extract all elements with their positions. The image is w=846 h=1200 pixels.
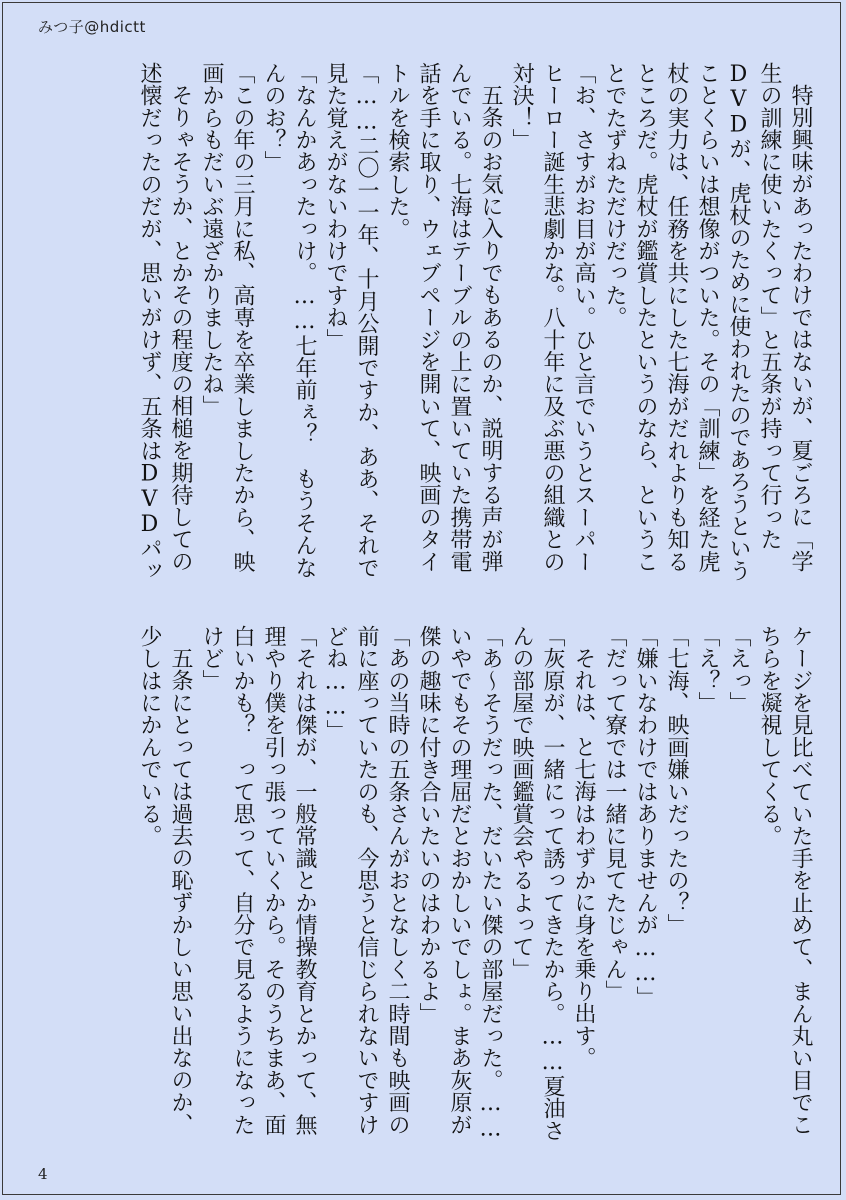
paragraph: 「灰原が、一緒にって誘ってきたから。……夏油さんの部屋で映画鑑賞会やるよって」 xyxy=(509,625,565,1142)
text-block-upper xyxy=(30,62,816,582)
paragraph: 五条のお気に入りでもあるのか、説明する声が弾んでいる。七海はテーブルの上に置いていた携帯電話を手に取り、ウェブページを開いて、映画のタイトルを検索した。 xyxy=(385,62,503,573)
paragraph: 「この年の三月に私、高専を卒業しましたから、映画からもだいぶ遠ざかりましたね」 xyxy=(199,62,255,573)
paragraph: 「七海、映画嫌いだったの？」 xyxy=(664,625,689,936)
text-block-lower xyxy=(30,625,816,1145)
paragraph: 「嫌いなわけではありませんが……」 xyxy=(633,625,658,1009)
paragraph: 五条にとっては過去の恥ずかしい思い出なのか、少しはにかんでいる。 xyxy=(137,625,193,1136)
paragraph: 「……二〇一一年、十月公開ですか、ああ、それで見た覚えがないわけですね」 xyxy=(323,62,379,579)
paragraph: 「それは傑が、一般常識とか情操教育とかって、無理やり僕を引っ張っていくから。そのうちまあ、面白いかも？ って思って、自分で見るようになったけど」 xyxy=(199,625,317,1136)
paragraph: 「えっ」 xyxy=(726,625,751,714)
paragraph: 「だって寮では一緒に見てたじゃん」 xyxy=(602,625,627,1003)
paragraph: 「え？」 xyxy=(695,625,720,714)
paragraph: 「お、さすがお目が高い。ひと言でいうとスーパーヒーロー誕生悲劇かな。八十年に及ぶ悪の組織との対決！」 xyxy=(509,62,596,573)
paragraph: 特別興味があったわけではないが、夏ごろに「学生の訓練に使いたくって」と五条が持って行ったDVDが、虎杖のために使われたのであろうということくらいは想像がついた。その「訓練」を経た虎杖の実力は、任務を共にした七海がだれよりも知るところだ。虎杖が鑑賞したというのなら、ということでたずねただけだった。 xyxy=(602,62,813,582)
paragraph: 「あ～そうだった、だいたい傑の部屋だった。……いやでもその理屈だとおかしいでしょ。まあ灰原が傑の趣味に付き合いたいのはわかるよ」 xyxy=(416,625,503,1142)
paragraph: それは、と七海はわずかに身を乗り出す。 xyxy=(571,647,596,1069)
paragraph: 「なんかあったっけ。……七年前ぇ？ もうそんなんのお？」 xyxy=(261,62,317,579)
paragraph: そりゃそうか、とかその程度の相槌を期待しての述懐だったのだが、思いがけず、五条はDVDパッ xyxy=(137,62,193,582)
author-credit: みつ子@hdictt xyxy=(38,18,146,36)
paragraph: ケージを見比べていた手を止めて、まん丸い目でこちらを凝視してくる。 xyxy=(757,625,813,1136)
paragraph: 「あの当時の五条さんがおとなしく二時間も映画の前に座っていたのも、今思うと信じられないですけどね……」 xyxy=(323,625,410,1136)
page-number: 4 xyxy=(38,1165,48,1183)
